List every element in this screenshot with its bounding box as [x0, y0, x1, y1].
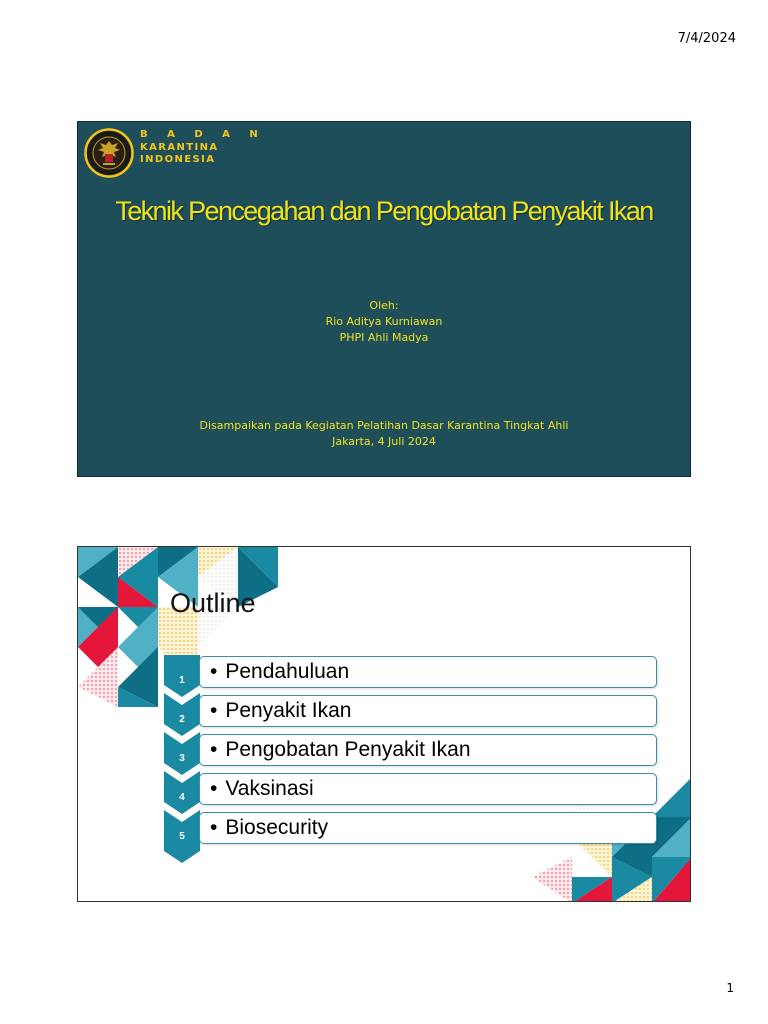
outline-item-pengobatan — [199, 734, 657, 766]
event-block — [78, 418, 690, 450]
slide-title: Outline — [170, 588, 256, 618]
presenter-block — [78, 298, 690, 346]
step-number: 3 — [179, 753, 185, 764]
logo-line: KARANTINA — [140, 141, 219, 153]
bullet-glyph: • — [210, 816, 218, 839]
badan-karantina-logo-icon — [84, 128, 134, 178]
outline-item-label: Pengobatan Penyakit Ikan — [225, 738, 471, 761]
outline-item-penyakit-ikan — [199, 695, 657, 727]
outline-item-vaksinasi — [199, 773, 657, 805]
event-date-location: Jakarta, 4 Juli 2024 — [332, 435, 436, 448]
logo-wordmark — [140, 129, 266, 167]
page-number: 1 — [726, 981, 734, 995]
bullet-glyph: • — [210, 738, 218, 761]
slide-title: Teknik Pencegahan dan Pengobatan Penyakit Ikan — [115, 196, 653, 226]
presenter-name: Rio Aditya Kurniawan — [325, 315, 443, 328]
bullet-glyph: • — [210, 699, 218, 722]
logo-line: INDONESIA — [140, 154, 216, 165]
outline-slide — [77, 546, 691, 902]
outline-item-biosecurity — [199, 812, 657, 844]
presenter-line: Oleh: — [369, 299, 399, 312]
outline-item-label: Pendahuluan — [225, 660, 350, 683]
presenter-role: PHPI Ahli Madya — [339, 331, 429, 344]
step-number: 2 — [179, 714, 185, 725]
title-slide — [77, 121, 691, 477]
step-number: 5 — [179, 831, 185, 842]
step-number: 4 — [179, 792, 185, 803]
outline-item-label: Biosecurity — [225, 816, 329, 839]
outline-item-label: Vaksinasi — [225, 777, 314, 800]
bullet-glyph: • — [210, 660, 218, 683]
outline-item-label: Penyakit Ikan — [225, 699, 352, 722]
page-date: 7/4/2024 — [677, 31, 736, 46]
logo-line: B A D A N — [140, 129, 266, 140]
event-description: Disampaikan pada Kegiatan Pelatihan Dasar Karantina Tingkat Ahli — [199, 419, 569, 432]
bullet-glyph: • — [210, 777, 218, 800]
outline-item-pendahuluan — [199, 656, 657, 688]
step-number: 1 — [179, 675, 185, 686]
